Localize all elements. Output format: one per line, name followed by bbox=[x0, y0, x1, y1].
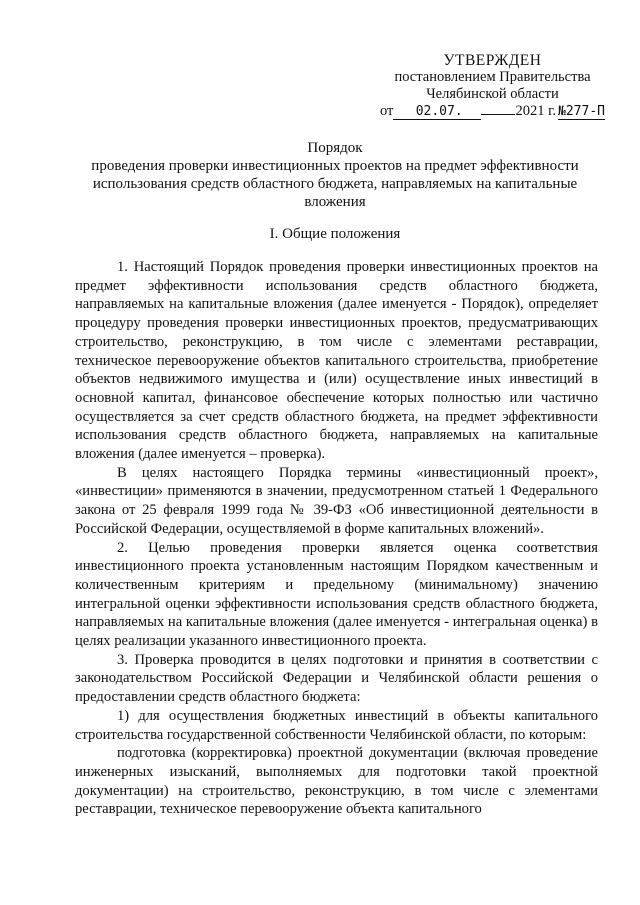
paragraph-1: 1. Настоящий Порядок проведения проверки инвестиционных проектов на предмет эффективности использования средств областного бюджета, направляемых на капитальные вложения (далее именуется - Порядок), определяет процедуру проведения проверки инвестиционных проектов, предусматривающих строительство, реконструкцию, в том числе с элементами реставрации, техническое перевооружение объектов капитального строительства, приобретение объектов недвижимого имущества и (или) осуществление иных инвестиций в основной капитал, финансовое обеспечение которых полностью или частично осуществляется за счет средств областного бюджета, на предмет эффективности использования средств областного бюджета, направляемых на капитальные вложения (далее именуется – проверка). bbox=[75, 259, 598, 463]
paragraph-3: 2. Целью проведения проверки является оценка соответствия инвестиционного проекта установленным настоящим Порядком качественным и количественным критериям и предельному (минимальному) значению интегральной оценки эффективности использования средств областного бюджета, направляемых на капитальные вложения (далее именуется - интегральная оценка) в целях реализации указанного инвестиционного проекта. bbox=[75, 539, 598, 650]
approval-date: 02.07. bbox=[393, 105, 481, 120]
title-line-2: проведения проверки инвестиционных проектов на предмет эффективности bbox=[91, 158, 579, 174]
approval-year: 2021 г. bbox=[515, 103, 557, 119]
document-title bbox=[70, 139, 600, 211]
paragraph-2: В целях настоящего Порядка термины «инвестиционный проект», «инвестиции» применяются в значении, предусмотренном статьей 1 Федерального закона от 25 февраля 1999 года № 39-ФЗ «Об инвестиционной деятельности в Российской Федерации, осуществляемой в форме капитальных вложений». bbox=[75, 464, 598, 537]
section-heading: I. Общие положения bbox=[269, 226, 401, 242]
document-body bbox=[75, 258, 598, 819]
approval-line-1: постановлением Правительства bbox=[394, 69, 591, 85]
title-line-1: Порядок bbox=[307, 140, 363, 156]
paragraph-6: подготовка (корректировка) проектной документации (включая проведение инженерных изысканий, выполняемых для подготовки такой проектной документации) на строительство, реконструкцию, в том числе с элементами реставрации, техническое перевооружение объекта капитального bbox=[75, 745, 598, 818]
approval-line-2: Челябинской области bbox=[426, 86, 559, 102]
approval-stamp bbox=[380, 52, 605, 120]
paragraph-5: 1) для осуществления бюджетных инвестиций в объекты капитального строительства государственной собственности Челябинской области, по которым: bbox=[75, 707, 598, 743]
title-line-3: использования средств областного бюджета, направляемых на капитальные bbox=[92, 176, 578, 192]
date-blank bbox=[481, 114, 516, 115]
approval-number: №277-П bbox=[558, 104, 605, 119]
date-prefix: от bbox=[380, 103, 394, 119]
approval-heading: УТВЕРЖДЕН bbox=[443, 52, 542, 69]
title-line-4: вложения bbox=[304, 194, 366, 210]
paragraph-4: 3. Проверка проводится в целях подготовки и принятия в соответствии с законодательством Российской Федерации и Челябинской области решения о предоставлении средств областного бюджета: bbox=[75, 651, 598, 706]
approval-date-line bbox=[380, 103, 605, 120]
